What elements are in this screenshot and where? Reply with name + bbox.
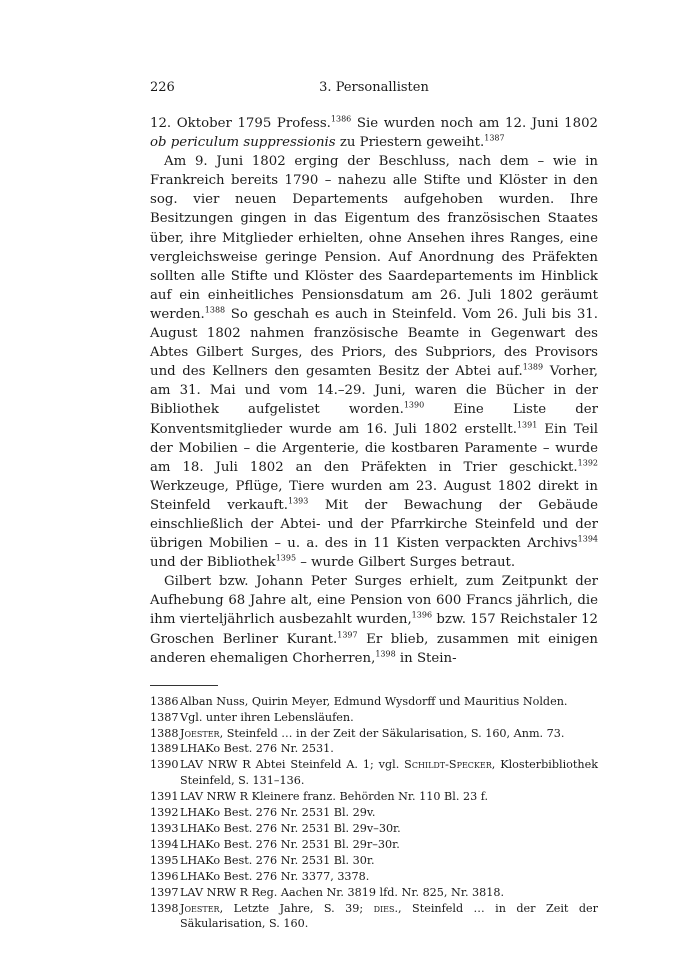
text-run: , Steinfeld … in der Zeit der Säkularisation, S. 160. <box>180 901 598 931</box>
paragraph <box>150 152 598 572</box>
text-run: und der Bibliothek <box>150 555 276 571</box>
footnote <box>150 694 598 710</box>
footnote-text <box>180 789 598 805</box>
running-title: 3. Personallisten <box>319 80 429 95</box>
footnote-ref[interactable]: 1389 <box>522 362 544 372</box>
text-run: , Letzte Jahre, S. 39; <box>219 901 374 915</box>
text-run: LHAKo Best. 276 Nr. 2531 Bl. 29v–30r. <box>180 821 401 835</box>
footnote <box>150 853 598 869</box>
footnote-number: 1396 <box>150 869 179 883</box>
footnote-text <box>180 869 598 885</box>
footnote-number: 1395 <box>150 853 179 867</box>
footnote-ref[interactable]: 1390 <box>403 400 425 410</box>
footnote <box>150 757 598 789</box>
text-run: LAV NRW R Kleinere franz. Behörden Nr. 110 Bl. 23 f. <box>180 790 489 804</box>
footnote <box>150 885 598 901</box>
footnote <box>150 710 598 726</box>
text-run: Ein Teil der Mobilien – die Argenterie, die kostbaren Paramente – wurde am 18. Juli 1802 an den Präfekten in Trier geschickt. <box>150 421 598 475</box>
footnote <box>150 726 598 742</box>
footnote <box>150 789 598 805</box>
footnote <box>150 821 598 837</box>
footnote-number: 1388 <box>150 726 179 740</box>
footnote-text <box>180 741 598 757</box>
text-run: – wurde Gilbert Surges betraut. <box>296 555 516 571</box>
footnote-text <box>180 901 598 933</box>
footnote-text <box>180 837 598 853</box>
text-run: LHAKo Best. 276 Nr. 2531. <box>180 742 334 756</box>
footnote-ref[interactable]: 1387 <box>484 133 505 143</box>
text-run: LHAKo Best. 276 Nr. 3377, 3378. <box>180 869 370 883</box>
footnote-text <box>180 726 598 742</box>
footnote-ref[interactable]: 1398 <box>375 649 396 659</box>
footnotes <box>150 694 598 933</box>
footnote-number: 1386 <box>150 694 179 708</box>
text-run: Mit der Bewachung der Gebäude einschließlich der Abtei- und der Pfarrkirche Steinfeld und der übrigen Mobilien – u. a. des in 11 Kisten verpackten Archivs <box>150 497 599 552</box>
italic-text: ob periculum suppressionis <box>150 135 336 151</box>
footnote-ref[interactable]: 1388 <box>204 305 226 315</box>
text-run: Vorher, am 31. Mai und vom 14.–29. Juni, waren die Bücher in der Bibliothek aufgelistet worden. <box>150 364 599 418</box>
paragraph <box>150 114 598 152</box>
footnote-number: 1397 <box>150 885 179 899</box>
text-run: Werkzeuge, Pflüge, Tiere wurden am 23. August 1802 direkt in Steinfeld verkauft. <box>150 478 598 513</box>
footnote-number: 1394 <box>150 837 179 851</box>
text-run: LHAKo Best. 276 Nr. 2531 Bl. 29r–30r. <box>180 837 400 851</box>
footnote <box>150 869 598 885</box>
text-run: 12. Oktober 1795 Profess. <box>150 116 331 131</box>
text-run: Am 9. Juni 1802 erging der Beschluss, nach dem – wie in Frankreich bereits 1790 – nahezu alle Stifte und Klöster in den sog. vier neuen Departements aufgehoben wurden. Ihre Besitzungen gingen in das Eigentum des französischen Staates über, ihre Mitglieder erhielten, ohne Ansehen ihres Ranges, eine vergleichsweise geringe Pension. Auf Anordnung des Präfekten sollten alle Stifte und Klöster des Saardepartements im Hinblick auf ein einheitliches Pensionsdatum am 26. Juli 1802 geräumt werden. <box>150 154 598 322</box>
footnote-rule <box>150 685 218 686</box>
footnote <box>150 837 598 853</box>
text-run: in Stein- <box>395 650 457 666</box>
text-run: , Klosterbibliothek Steinfeld, S. 131–136. <box>180 758 598 788</box>
footnote-number: 1387 <box>150 710 179 724</box>
footnote-number: 1389 <box>150 742 179 756</box>
text-run: LAV NRW R Reg. Aachen Nr. 3819 lfd. Nr. 825, Nr. 3818. <box>180 885 505 899</box>
text-run: Alban Nuss, Quirin Meyer, Edmund Wysdorff und Mauritius Nolden. <box>180 694 568 708</box>
footnote-ref[interactable]: 1386 <box>330 114 352 124</box>
book-page <box>150 80 598 932</box>
text-run: Vgl. unter ihren Lebensläufen. <box>180 710 354 724</box>
text-run: bzw. 157 Reichstaler 12 Groschen Berliner Kurant. <box>150 612 598 647</box>
text-run: LHAKo Best. 276 Nr. 2531 Bl. 30r. <box>180 853 375 867</box>
text-run: Eine Liste der Konventsmitglieder wurde am 16. Juli 1802 erstellt. <box>150 402 598 437</box>
footnote-number: 1390 <box>150 758 179 772</box>
footnote-text <box>180 885 598 901</box>
text-run: LHAKo Best. 276 Nr. 2531 Bl. 29v. <box>180 806 376 820</box>
footnote <box>150 805 598 821</box>
author-name: Schildt-Specker <box>404 758 492 772</box>
author-name: dies. <box>373 901 399 915</box>
footnote-text <box>180 805 598 821</box>
footnote-text <box>180 821 598 837</box>
footnote-number: 1393 <box>150 821 179 835</box>
text-run: , Steinfeld … in der Zeit der Säkularisation, S. 160, Anm. 73. <box>219 726 565 740</box>
author-name: Joester <box>180 901 220 915</box>
footnote-ref[interactable]: 1391 <box>516 420 538 430</box>
page-header <box>150 80 598 102</box>
footnote-text <box>180 710 598 726</box>
text-run: Sie wurden noch am 12. Juni 1802 <box>351 116 598 131</box>
text-run: So geschah es auch in Steinfeld. Vom 26. Juli bis 31. August 1802 nahmen französische Beamte in Gegenwart des Abtes Gilbert Surges, des Priors, des Subpriors, des Provisors und des Kellners den gesamten Besitz der Abtei auf. <box>150 306 598 380</box>
footnote-ref[interactable]: 1395 <box>275 553 297 563</box>
footnote-ref[interactable]: 1394 <box>577 534 598 544</box>
footnote-ref[interactable]: 1392 <box>577 458 598 468</box>
footnote-text <box>180 694 598 710</box>
text-run: Gilbert bzw. Johann Peter Surges erhielt, zum Zeitpunkt der Aufhebung 68 Jahre alt, eine Pension von 600 Francs jährlich, die ihm vierteljährlich ausbezahlt wurden, <box>150 574 598 628</box>
author-name: Joester <box>180 726 220 740</box>
footnote-number: 1392 <box>150 806 179 820</box>
text-run: LAV NRW R Abtei Steinfeld A. 1; vgl. <box>180 758 405 772</box>
text-run: Er blieb, zusammen mit einigen anderen ehemaligen Chorherren, <box>150 631 598 666</box>
footnote-text <box>180 757 598 789</box>
page-number: 226 <box>150 80 175 95</box>
text-run: zu Priestern geweiht. <box>335 135 485 151</box>
footnote-number: 1398 <box>150 901 179 915</box>
footnote-ref[interactable]: 1396 <box>411 611 433 621</box>
footnote-number: 1391 <box>150 790 179 804</box>
footnote <box>150 741 598 757</box>
paragraph <box>150 572 598 667</box>
footnote-ref[interactable]: 1397 <box>337 630 358 640</box>
footnote-ref[interactable]: 1393 <box>287 496 309 506</box>
body-text <box>150 114 598 668</box>
footnote <box>150 901 598 933</box>
footnote-text <box>180 853 598 869</box>
